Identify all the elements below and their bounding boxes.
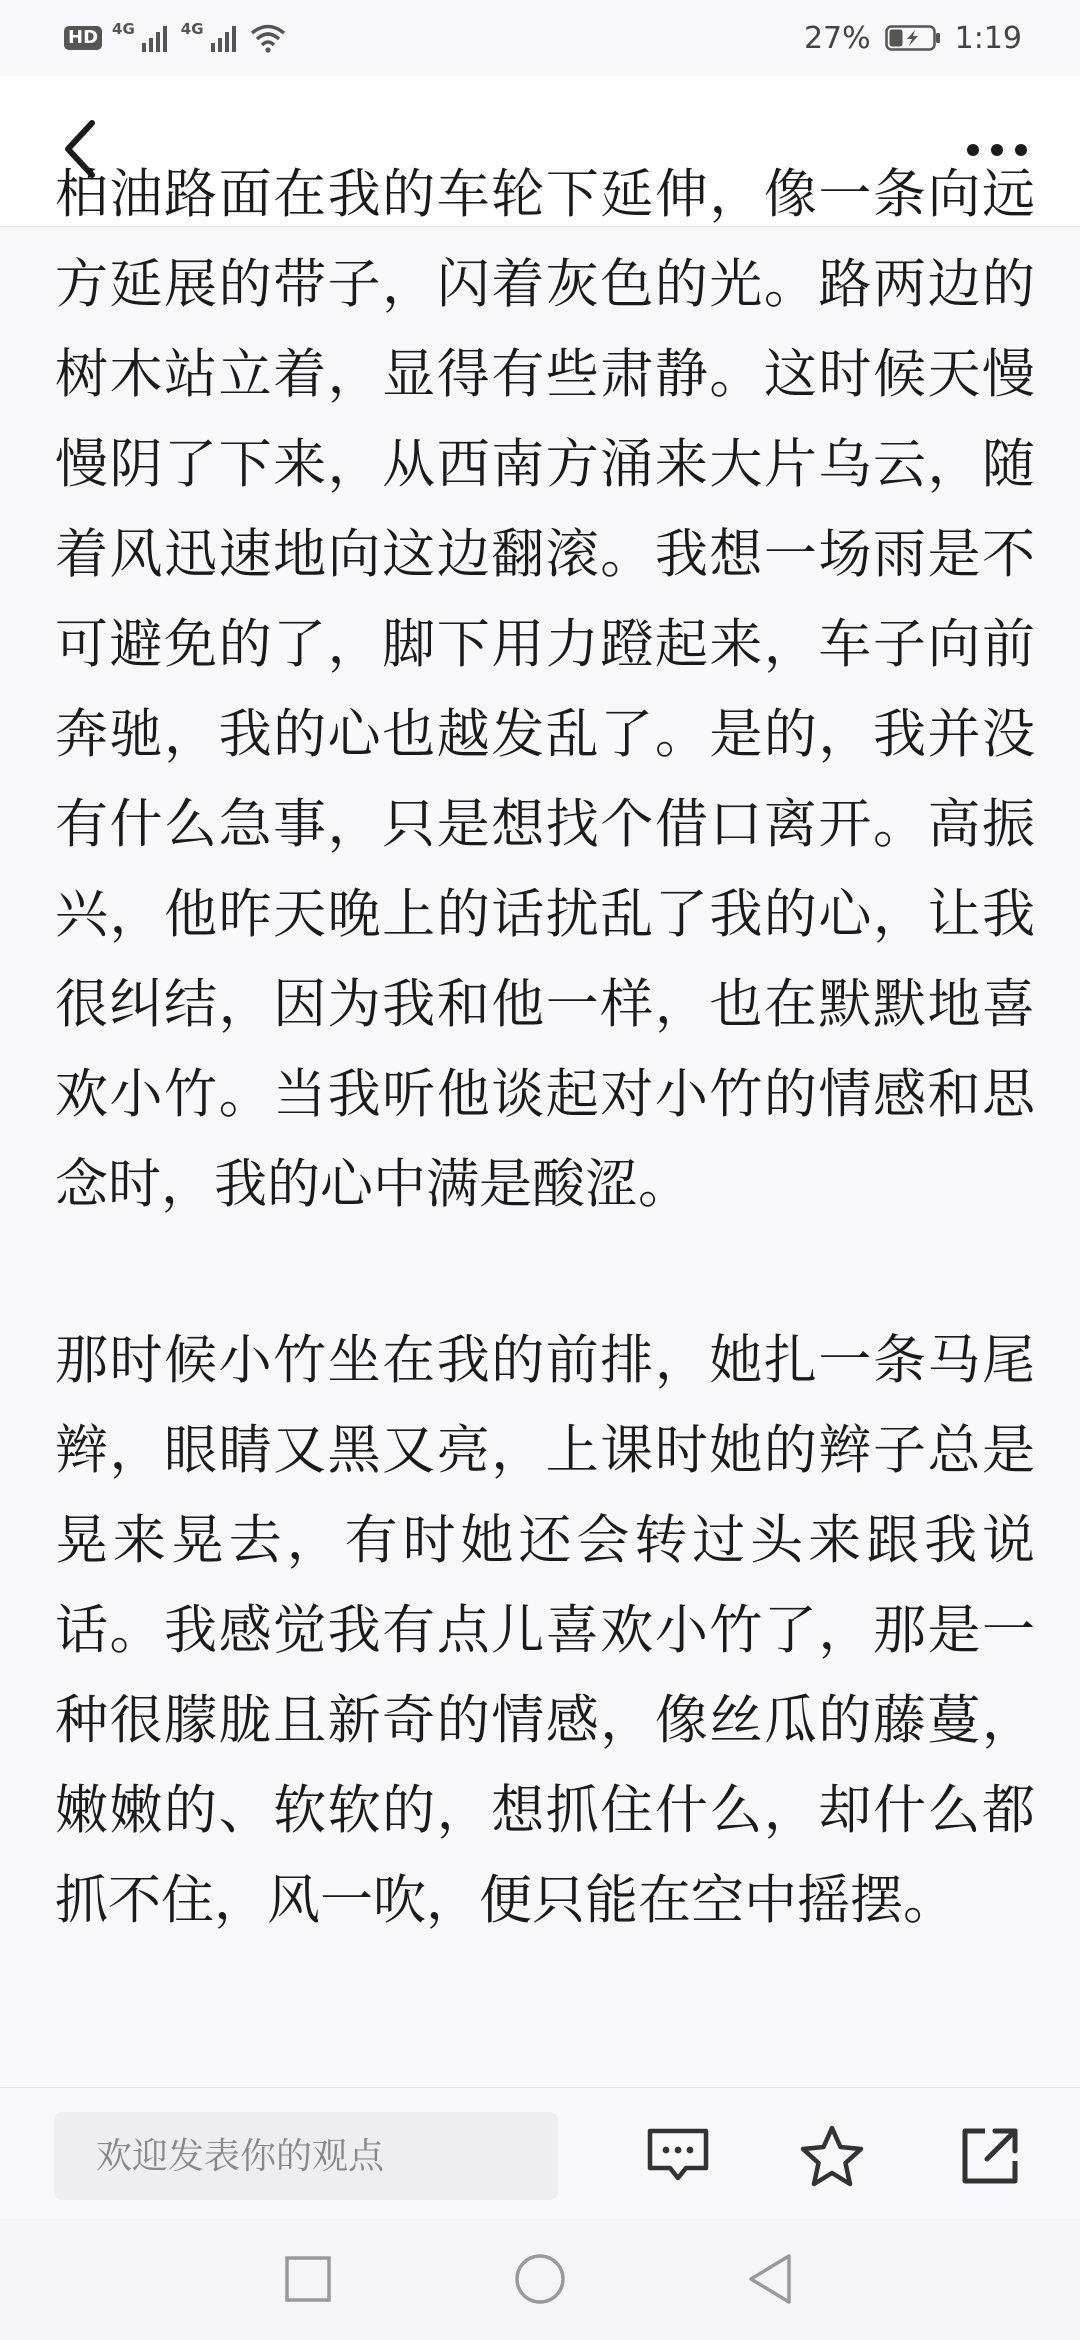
- clock-time: 1:19: [954, 20, 1022, 56]
- article-body[interactable]: [0, 164, 1080, 2087]
- status-left: [64, 18, 286, 58]
- wifi-icon: [250, 23, 286, 53]
- signal-2-icon: [210, 23, 240, 53]
- recent-apps-button[interactable]: [276, 2247, 340, 2311]
- status-bar: [0, 0, 1080, 76]
- back-icon: [745, 2252, 795, 2306]
- comments-button[interactable]: [638, 2116, 718, 2196]
- signal-2-label: 4G: [180, 20, 204, 38]
- article-paragraph-2: 那时候小竹坐在我的前排，她扎一条马尾辫，眼睛又黑又亮，上课时她的辫子总是晃来晃去，有时她还会转过头来跟我说话。我感觉我有点儿喜欢小竹了，那是一种很朦胧且新奇的情感，像丝瓜的藤蔓，嫩嫩的、软软的，想抓住什么，却什么都抓不住，风一吹，便只能在空中摇摆。: [55, 1330, 1035, 1931]
- status-right: [804, 16, 1022, 60]
- recent-apps-icon: [283, 2254, 333, 2304]
- home-icon: [513, 2252, 567, 2306]
- battery-percent: 27%: [803, 20, 871, 56]
- article-content: [55, 150, 1035, 2032]
- comment-icon: [646, 2126, 710, 2186]
- system-back-button[interactable]: [738, 2247, 802, 2311]
- battery-icon: [885, 24, 941, 52]
- share-button[interactable]: [950, 2116, 1030, 2196]
- system-nav-bar: [0, 2219, 1080, 2340]
- comment-bar: [0, 2087, 1080, 2219]
- favorite-button[interactable]: [792, 2116, 872, 2196]
- signal-1-label: 4G: [112, 20, 135, 38]
- signal-1-icon: [141, 23, 171, 53]
- article-paragraph-1: 柏油路面在我的车轮下延伸，像一条向远方延展的带子，闪着灰色的光。路两边的树木站立着，显得有些肃静。这时候天慢慢阴了下来，从西南方涌来大片乌云，随着风迅速地向这边翻滚。我想一场雨是不可避免的了，脚下用力蹬起来，车子向前奔驰，我的心也越发乱了。是的，我并没有什么急事，只是想找个借口离开。高振兴，他昨天晚上的话扰乱了我的心，让我很纠结，因为我和他一样，也在默默地喜欢小竹。当我听他谈起对小竹的情感和思念时，我的心中满是酸涩。: [55, 164, 1035, 1215]
- home-button[interactable]: [508, 2247, 572, 2311]
- hd-badge: HD: [64, 26, 102, 50]
- star-icon: [799, 2124, 865, 2188]
- share-icon: [959, 2125, 1021, 2187]
- comment-input[interactable]: [54, 2112, 558, 2200]
